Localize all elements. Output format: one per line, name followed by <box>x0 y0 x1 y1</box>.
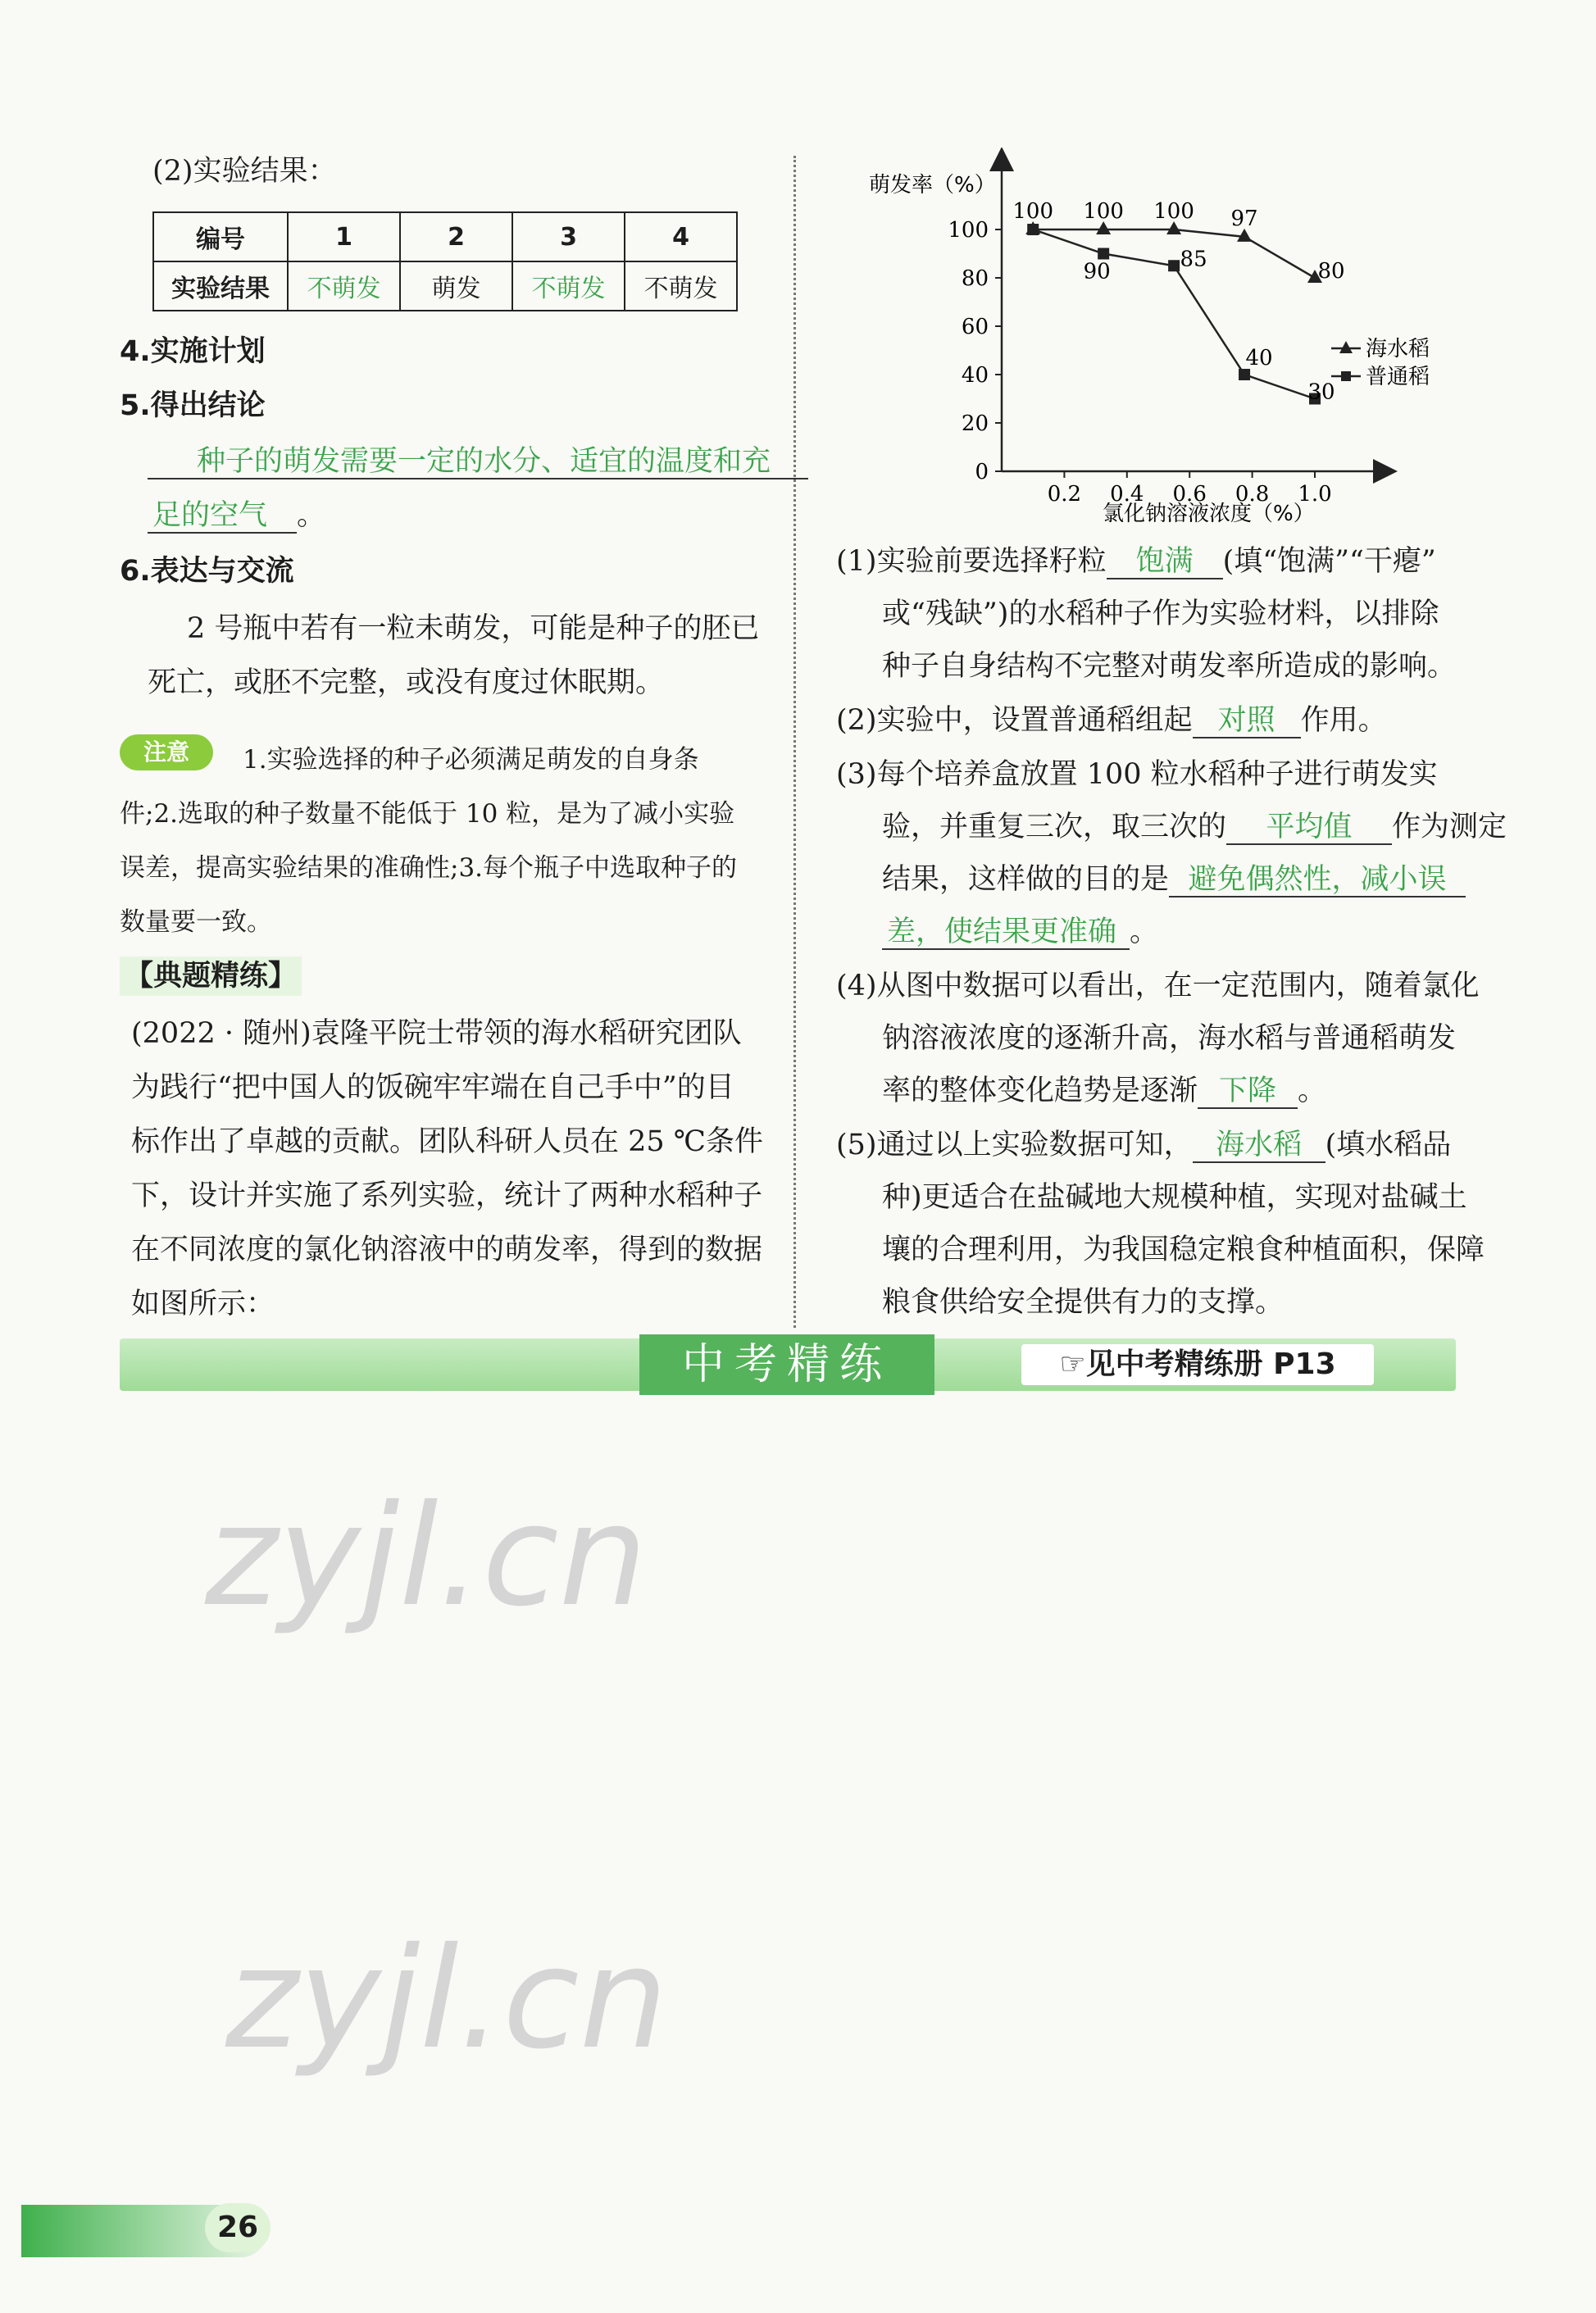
germination-chart <box>820 148 1476 541</box>
y-tick-label: 0 <box>975 460 989 484</box>
x-axis-label: 氯化钠溶液浓度（%） <box>1103 502 1315 526</box>
legend-label: 海水稻 <box>1366 337 1430 361</box>
banner-title: 中考精练 <box>639 1334 934 1395</box>
table-cell-answer: 不萌发 <box>512 261 625 311</box>
note-text: 误差，提高实验结果的准确性;3.每个瓶子中选取种子的 <box>120 853 738 883</box>
data-label: 100 <box>1153 199 1194 224</box>
note-text: 数量要一致。 <box>120 907 272 937</box>
step-heading: 6.表达与交流 <box>120 555 294 588</box>
answer-blank: 饱满 <box>1107 545 1223 579</box>
data-label: 40 <box>1245 346 1273 370</box>
x-tick-label: 0.4 <box>1110 482 1144 507</box>
data-point-square <box>1027 224 1039 235</box>
text: 种子自身结构不完整对萌发率所造成的影响。 <box>882 650 1457 683</box>
text: (填“饱满”“干瘪” <box>1222 545 1436 578</box>
table-cell: 实验结果 <box>153 261 288 311</box>
x-tick-label: 0.8 <box>1235 482 1270 507</box>
text: (填水稻品 <box>1325 1129 1452 1161</box>
text: (2)实验中，设置普通稻组起 <box>836 704 1193 737</box>
text: 。 <box>1298 1075 1327 1107</box>
table-cell: 1 <box>288 212 400 261</box>
data-point-square <box>1168 260 1180 271</box>
question-text: 下，设计并实施了系列实验，统计了两种水稻种子 <box>131 1179 763 1212</box>
y-tick-label: 100 <box>948 218 989 243</box>
legend-marker-triangle <box>1339 341 1353 353</box>
paragraph: 2 号瓶中若有一粒未萌发，可能是种子的胚已 <box>187 612 760 645</box>
data-point-square <box>1098 248 1109 260</box>
data-label: 100 <box>1012 199 1054 224</box>
text: (5)通过以上实验数据可知， <box>836 1129 1193 1161</box>
data-label: 85 <box>1180 247 1207 272</box>
text: 率的整体变化趋势是逐渐 <box>882 1075 1198 1107</box>
data-label: 100 <box>1083 199 1124 224</box>
results-table <box>152 211 738 311</box>
table-row <box>153 212 737 261</box>
watermark: zyjl.cn <box>205 1475 648 1638</box>
y-tick-label: 40 <box>961 363 989 388</box>
note-text: 1.实验选择的种子必须满足萌发的自身条 <box>243 745 699 775</box>
x-tick-label: 1.0 <box>1298 482 1332 507</box>
question-text: (2022 · 随州)袁隆平院士带领的海水稻研究团队 <box>131 1017 742 1050</box>
text: (3)每个培养盒放置 100 粒水稻种子进行萌发实 <box>836 758 1438 791</box>
table-cell: 萌发 <box>400 261 512 311</box>
x-tick-label: 0.2 <box>1047 482 1082 507</box>
y-tick-label: 60 <box>961 315 989 339</box>
text: (4)从图中数据可以看出，在一定范围内，随着氯化 <box>836 970 1480 1002</box>
text: 。 <box>1130 916 1159 948</box>
step-heading: 5.得出结论 <box>120 389 266 422</box>
question-text: 如图所示： <box>131 1288 275 1320</box>
page-number: 26 <box>205 2203 271 2252</box>
watermark: zyjl.cn <box>225 1918 668 2080</box>
text: 验，并重复三次，取三次的 <box>882 811 1227 843</box>
y-tick-label: 80 <box>961 266 989 291</box>
text: 种)更适合在盐碱地大规模种植，实现对盐碱土 <box>882 1181 1467 1214</box>
paragraph: 死亡，或胚不完整，或没有度过休眠期。 <box>148 666 665 699</box>
text: 。 <box>297 499 326 532</box>
text: 结果，这样做的目的是 <box>882 863 1170 896</box>
conclusion-answer: 种子的萌发需要一定的水分、适宜的温度和充 <box>148 445 808 479</box>
data-label: 30 <box>1307 379 1335 405</box>
text: 壤的合理利用，为我国稳定粮食种植面积，保障 <box>882 1234 1485 1266</box>
table-cell-answer: 不萌发 <box>288 261 400 311</box>
step-heading: 4.实施计划 <box>120 335 266 368</box>
y-tick-label: 20 <box>961 411 989 436</box>
text: 钠溶液浓度的逐渐升高，海水稻与普通稻萌发 <box>882 1022 1457 1055</box>
results-heading: (2)实验结果： <box>152 155 337 188</box>
table-cell: 4 <box>625 212 737 261</box>
text: 作用。 <box>1300 704 1387 737</box>
data-label: 90 <box>1083 259 1111 284</box>
series-line-putongdao <box>1033 229 1315 399</box>
table-row <box>153 261 737 311</box>
text: 或“残缺”)的水稻种子作为实验材料，以排除 <box>882 598 1439 630</box>
table-cell: 不萌发 <box>625 261 737 311</box>
table-cell: 3 <box>512 212 625 261</box>
table-cell: 编号 <box>153 212 288 261</box>
answer-blank: 对照 <box>1193 704 1301 738</box>
column-divider <box>793 156 796 1328</box>
question-text: 在不同浓度的氯化钠溶液中的萌发率，得到的数据 <box>131 1234 763 1266</box>
table-cell: 2 <box>400 212 512 261</box>
question-text: 标作出了卓越的贡献。团队科研人员在 25 ℃条件 <box>131 1125 763 1158</box>
question-text: 为践行“把中国人的饭碗牢牢端在自己手中”的目 <box>131 1071 734 1104</box>
legend-label: 普通稻 <box>1366 365 1430 389</box>
x-tick-label: 0.6 <box>1172 482 1207 507</box>
answer-blank: 避免偶然性，减小误 <box>1169 863 1466 897</box>
answer-blank: 差，使结果更准确 <box>882 916 1130 950</box>
y-axis-label: 萌发率（%） <box>869 173 996 198</box>
note-badge: 注意 <box>120 734 213 770</box>
data-point-square <box>1239 369 1250 380</box>
answer-blank: 海水稻 <box>1193 1129 1325 1163</box>
answer-blank: 下降 <box>1198 1075 1298 1109</box>
answer-blank: 平均值 <box>1226 811 1392 845</box>
data-label: 80 <box>1317 259 1345 284</box>
data-label: 97 <box>1230 206 1258 231</box>
conclusion-answer: 足的空气 <box>148 499 297 534</box>
text: (1)实验前要选择籽粒 <box>836 545 1107 578</box>
note-text: 件;2.选取的种子数量不能低于 10 粒，是为了减小实验 <box>120 799 735 829</box>
section-tag: 【典题精练】 <box>120 957 302 996</box>
text: 粮食供给安全提供有力的支撑。 <box>882 1286 1285 1319</box>
legend-marker-square <box>1341 371 1351 381</box>
banner-link[interactable]: ☞见中考精练册 P13 <box>1021 1344 1374 1385</box>
text: 作为测定 <box>1392 811 1507 843</box>
